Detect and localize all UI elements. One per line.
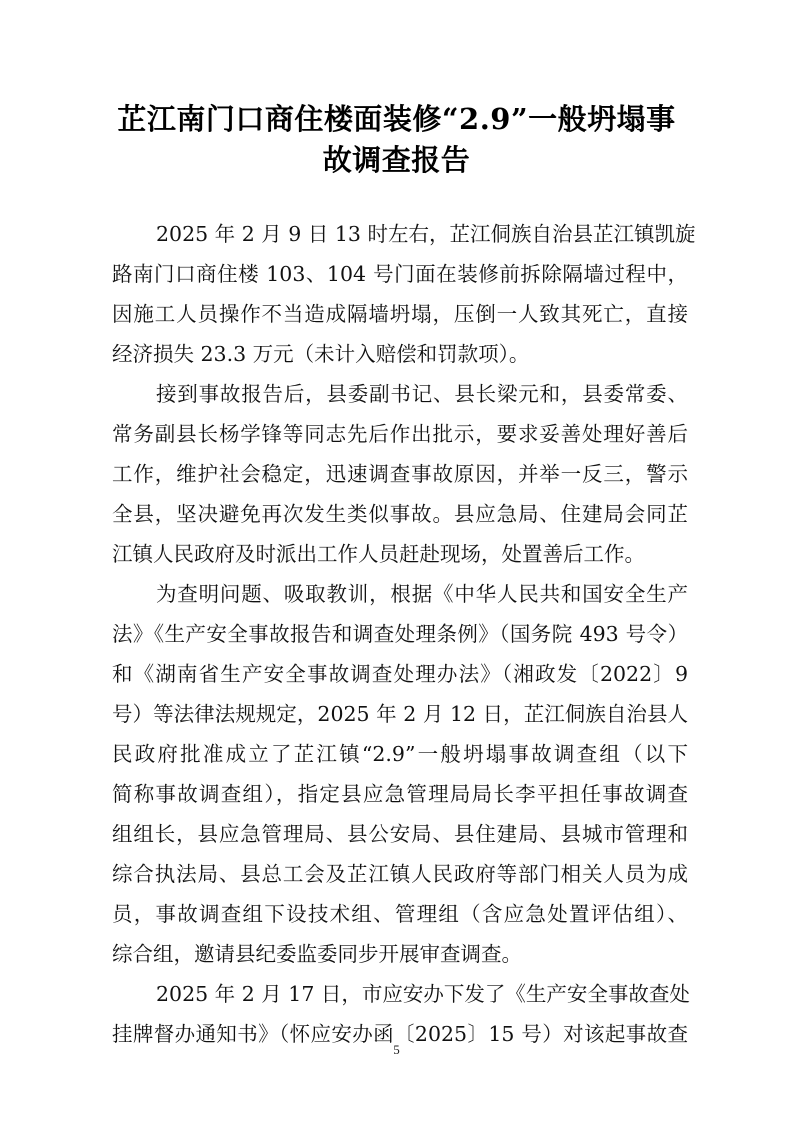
paragraph-2-line-5: 江镇人民政府及时派出工作人员赶赴现场，处置善后工作。	[112, 542, 645, 566]
report-title-line1: 芷江南门口商住楼面装修“2.9”一般坍塌事	[117, 102, 676, 136]
paragraph-3-line-2: 法》《生产安全事故报告和调查处理条例》（国务院 493 号令）	[112, 622, 688, 646]
paragraph-3-line-6: 简称事故调查组），指定县应急管理局局长李平担任事故调查	[112, 782, 688, 806]
report-title-line2: 故调查报告	[322, 143, 471, 177]
paragraph-2-line-3: 工作，维护社会稳定，迅速调查事故原因，并举一反三，警示	[112, 462, 688, 486]
paragraph-3-line-7: 组组长，县应急管理局、县公安局、县住建局、县城市管理和	[112, 822, 688, 846]
paragraph-2-line-1: 接到事故报告后，县委副书记、县长梁元和，县委常委、	[156, 382, 688, 406]
paragraph-4-line-1: 2025 年 2 月 17 日，市应安办下发了《生产安全事故查处	[156, 982, 690, 1006]
paragraph-3-line-10: 综合组，邀请县纪委监委同步开展审查调查。	[112, 942, 522, 966]
paragraph-4-line-2: 挂牌督办通知书》（怀应安办函〔2025〕15 号）对该起事故查	[112, 1022, 688, 1046]
paragraph-1-line-3: 因施工人员操作不当造成隔墙坍塌，压倒一人致其死亡，直接	[112, 302, 688, 326]
paragraph-3-line-3: 和《湖南省生产安全事故调查处理办法》（湘政发〔2022〕9	[112, 662, 688, 686]
paragraph-3-line-5: 民政府批准成立了芷江镇“2.9”一般坍塌事故调查组（以下	[112, 742, 688, 766]
paragraph-2-line-4: 全县，坚决避免再次发生类似事故。县应急局、住建局会同芷	[112, 502, 688, 526]
paragraph-3-line-1: 为查明问题、吸取教训，根据《中华人民共和国安全生产	[156, 582, 688, 606]
paragraph-3-line-9: 员，事故调查组下设技术组、管理组（含应急处置评估组）、	[112, 902, 688, 926]
paragraph-3-line-4: 号）等法律法规规定，2025 年 2 月 12 日，芷江侗族自治县人	[112, 702, 688, 726]
paragraph-1-line-4: 经济损失 23.3 万元（未计入赔偿和罚款项）。	[112, 342, 530, 366]
paragraph-2-line-2: 常务副县长杨学锋等同志先后作出批示，要求妥善处理好善后	[112, 422, 688, 446]
paragraph-3-line-8: 综合执法局、县总工会及芷江镇人民政府等部门相关人员为成	[112, 862, 688, 886]
paragraph-1-line-1: 2025 年 2 月 9 日 13 时左右，芷江侗族自治县芷江镇凯旋	[156, 222, 696, 246]
paragraph-1-line-2: 路南门口商住楼 103、104 号门面在装修前拆除隔墙过程中，	[112, 262, 688, 286]
page-number: 5	[393, 1042, 400, 1057]
